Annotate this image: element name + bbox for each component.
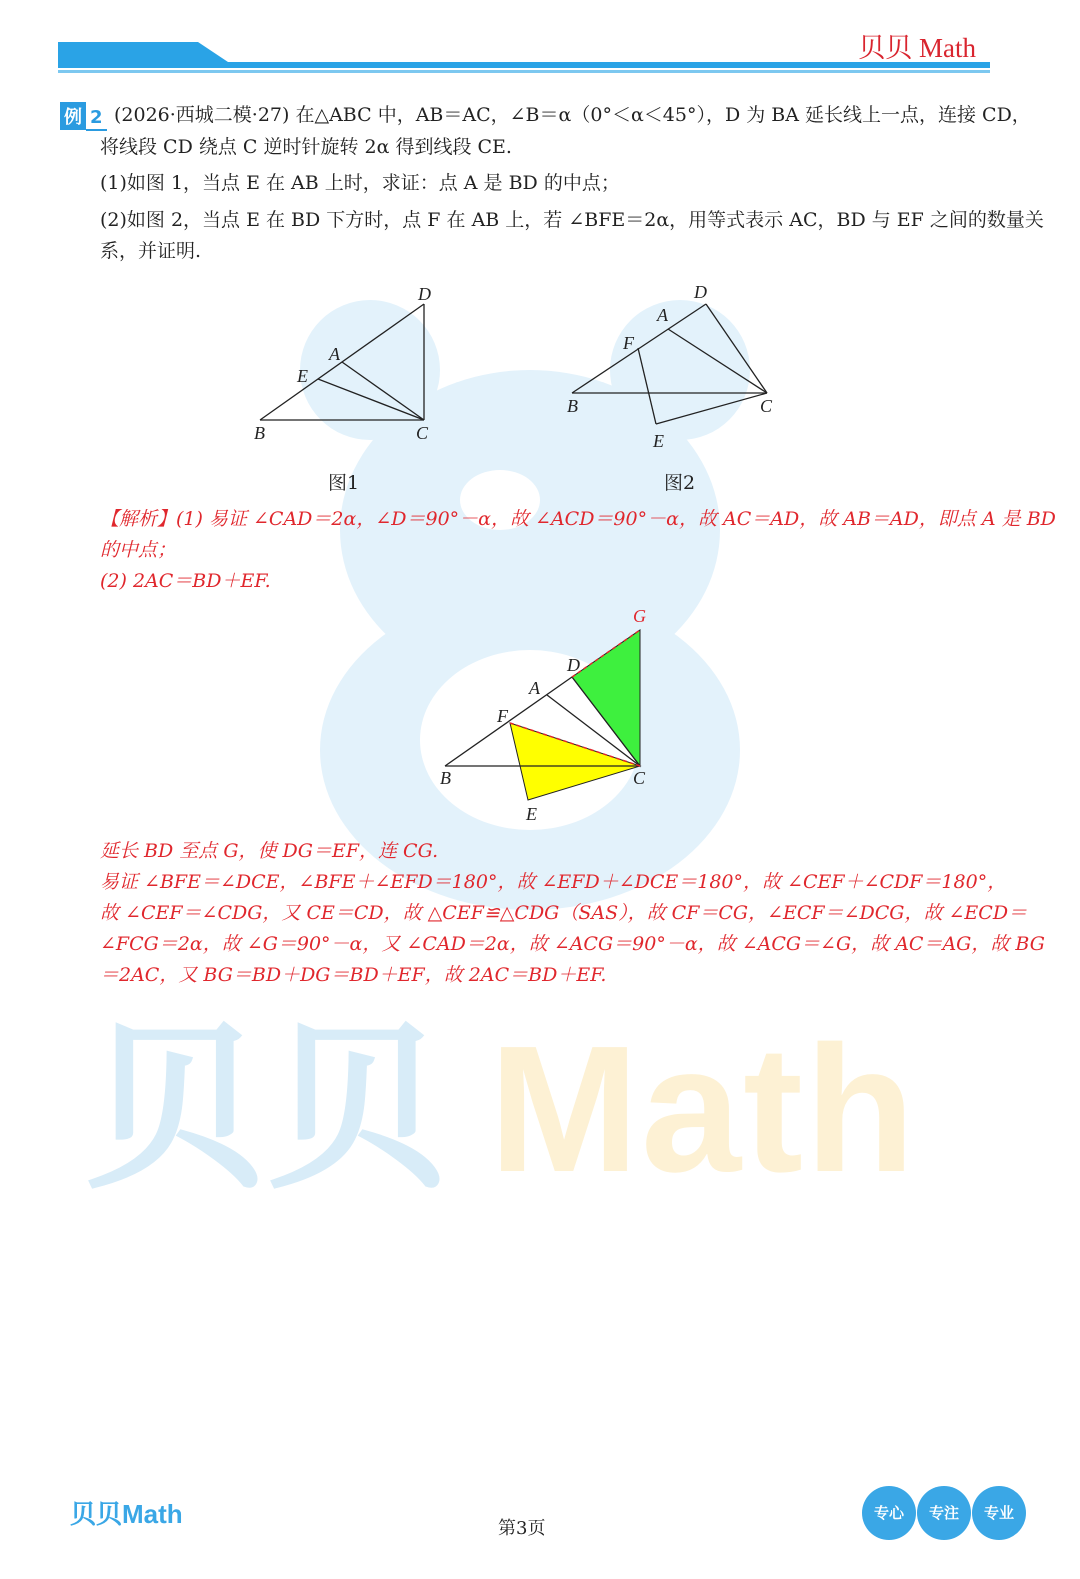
header-bar — [58, 40, 990, 78]
fig2-label-f: F — [623, 333, 634, 353]
solution-part1-b: 的中点； — [100, 539, 177, 561]
watermark-text: 贝贝 Math — [85, 1009, 917, 1210]
question-2b: 系，并证明. — [100, 240, 202, 262]
fig3-label-d: D — [567, 655, 580, 675]
figure-2 — [560, 280, 780, 450]
brand-title: 贝贝 Math — [858, 33, 976, 63]
question-1: (1)如图 1，当点 E 在 AB 上时，求证：点 A 是 BD 的中点； — [100, 172, 620, 194]
footer-logo: 贝贝Math — [70, 1499, 183, 1529]
fig1-label-a: A — [329, 344, 340, 364]
solution-part2-answer: (2) 2AC＝BD＋EF. — [100, 570, 271, 592]
question-2a: (2)如图 2，当点 E 在 BD 下方时，点 F 在 AB 上，若 ∠BFE＝2α，用等式表示 AC，BD 与 EF 之间的数量关 — [100, 209, 1044, 231]
fig2-label-d: D — [694, 282, 707, 302]
fig2-label-e: E — [653, 431, 664, 451]
fig3-label-e: E — [526, 804, 537, 824]
fig2-label-c: C — [760, 396, 773, 416]
solution-part1-a: 【解析】(1) 易证 ∠CAD＝2α，∠D＝90°－α，故 ∠ACD＝90°－α，故 AC＝AD，故 AB＝AD，即点 A 是 BD — [100, 508, 1056, 530]
fig2-label-b: B — [567, 396, 578, 416]
fig1-label-c: C — [416, 423, 429, 443]
problem-line-1: (2026·西城二模·27) 在△ABC 中，AB＝AC，∠B＝α（0°＜α＜45°），D 为 BA 延长线上一点，连接 CD， — [114, 104, 1031, 126]
footer-badge-2: 专注 — [917, 1486, 971, 1540]
fig3-label-a: A — [529, 678, 540, 698]
proof-line-5: ＝2AC，又 BG＝BD＋DG＝BD＋EF，故 2AC＝BD＋EF. — [100, 964, 607, 986]
fig1-label-d: D — [418, 284, 431, 304]
footer-badge-1: 专心 — [862, 1486, 916, 1540]
fig3-label-c: C — [633, 768, 646, 788]
proof-line-3: 故 ∠CEF＝∠CDG，又 CE＝CD，故 △CEF≌△CDG（SAS），故 CF＝CG，∠ECF＝∠DCG，故 ∠ECD＝ — [100, 902, 1028, 924]
fig2-caption: 图2 — [664, 472, 696, 494]
fig2-label-a: A — [657, 305, 668, 325]
page-number: 第3页 — [498, 1518, 546, 1539]
fig3-label-f: F — [497, 706, 508, 726]
figure-3 — [430, 600, 670, 830]
problem-line-2: 将线段 CD 绕点 C 逆时针旋转 2α 得到线段 CE. — [100, 136, 512, 158]
proof-line-4: ∠FCG＝2α，故 ∠G＝90°－α，又 ∠CAD＝2α，故 ∠ACG＝90°－α，故 ∠ACG＝∠G，故 AC＝AG，故 BG — [100, 933, 1045, 955]
fig1-caption: 图1 — [328, 472, 360, 494]
example-badge: 例 2 — [60, 102, 107, 128]
footer-badge-3: 专业 — [972, 1486, 1026, 1540]
fig3-label-b: B — [440, 768, 451, 788]
proof-line-2: 易证 ∠BFE＝∠DCE，∠BFE＋∠EFD＝180°，故 ∠EFD＋∠DCE＝180°，故 ∠CEF＋∠CDF＝180°， — [100, 871, 1007, 893]
proof-line-1: 延长 BD 至点 G，使 DG＝EF，连 CG. — [100, 840, 439, 862]
fig1-label-e: E — [297, 366, 308, 386]
fig3-label-g: G — [633, 606, 646, 626]
fig1-label-b: B — [254, 423, 265, 443]
